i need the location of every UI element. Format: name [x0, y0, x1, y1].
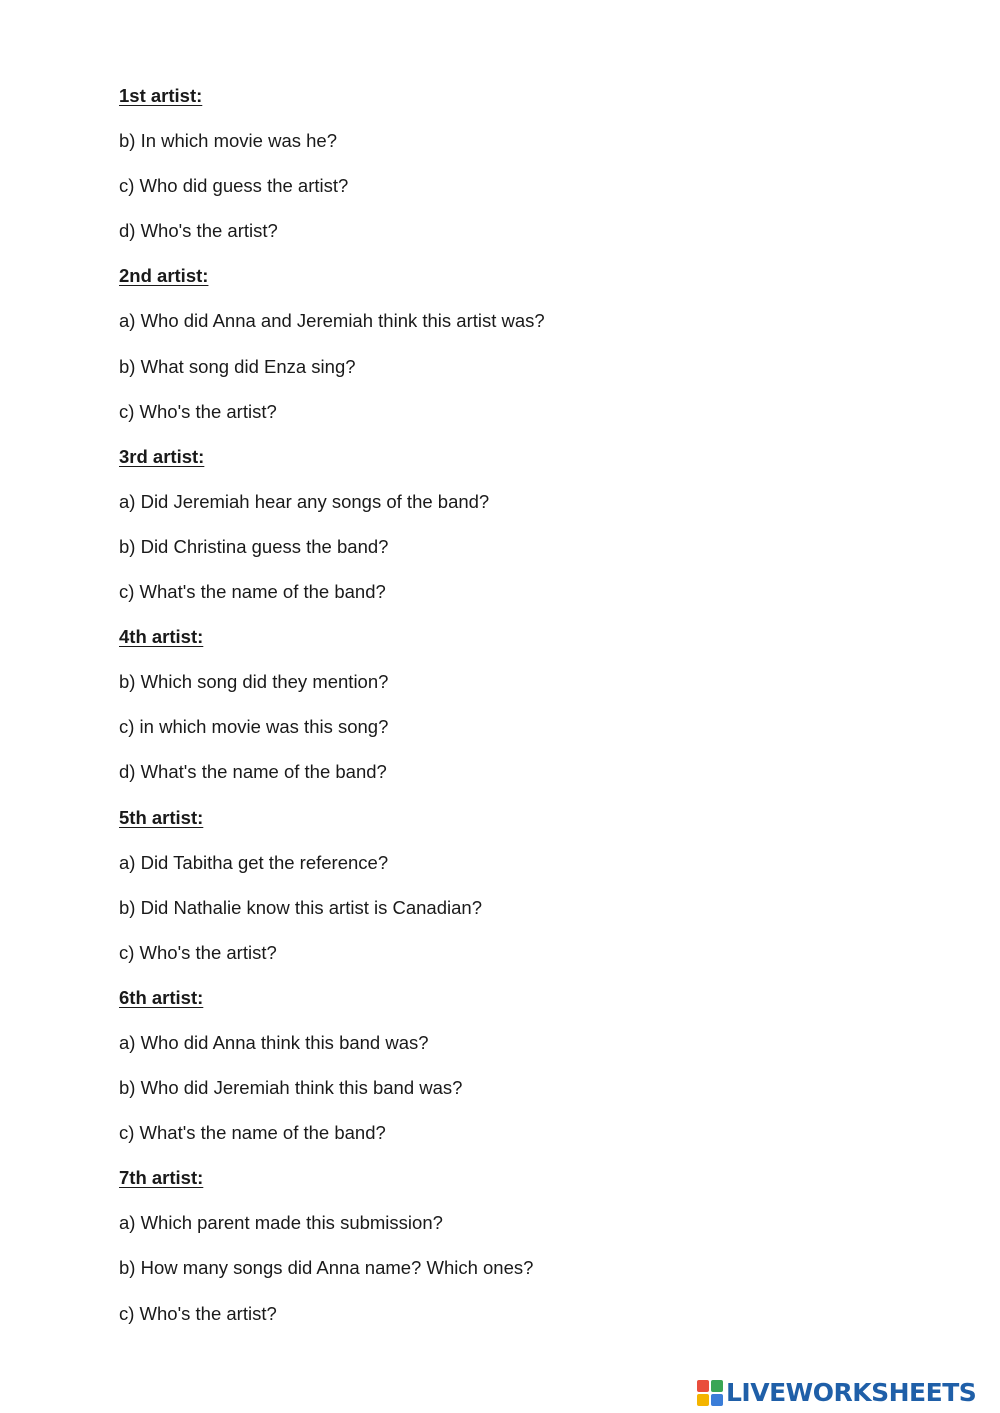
section-heading-5: 5th artist: — [119, 806, 204, 828]
question-2b: b) What song did Enza sing? — [119, 355, 356, 377]
section-heading-6: 6th artist: — [119, 986, 204, 1008]
question-3c: c) What's the name of the band? — [119, 581, 386, 603]
section-heading-4: 4th artist: — [119, 626, 204, 648]
question-4c: c) in which movie was this song? — [119, 716, 389, 738]
question-6a: a) Who did Anna think this band was? — [119, 1031, 429, 1053]
worksheet — [119, 82, 879, 1345]
question-1c: c) Who did guess the artist? — [119, 175, 349, 197]
question-1b: b) In which movie was he? — [119, 130, 337, 152]
question-3b: b) Did Christina guess the band? — [119, 535, 389, 557]
question-7c: c) Who's the artist? — [119, 1302, 277, 1324]
question-6b: b) Who did Jeremiah think this band was? — [119, 1077, 463, 1099]
logo-square-blue — [711, 1394, 723, 1406]
question-2c: c) Who's the artist? — [119, 400, 277, 422]
section-heading-3: 3rd artist: — [119, 445, 205, 467]
section-heading-1: 1st artist: — [119, 85, 203, 106]
question-2a: a) Who did Anna and Jeremiah think this artist was? — [119, 310, 545, 332]
logo-square-yellow — [697, 1394, 709, 1406]
question-5c: c) Who's the artist? — [119, 941, 277, 963]
logo-square-green — [711, 1380, 723, 1392]
question-6c: c) What's the name of the band? — [119, 1122, 386, 1144]
question-4b: b) Which song did they mention? — [119, 671, 389, 693]
question-5a: a) Did Tabitha get the reference? — [119, 851, 389, 873]
liveworksheets-logo-icon — [697, 1380, 723, 1406]
question-7a: a) Which parent made this submission? — [119, 1212, 443, 1234]
logo-text: LIVEWORKSHEETS — [726, 1378, 977, 1407]
liveworksheets-logo[interactable] — [697, 1378, 976, 1408]
question-4d: d) What's the name of the band? — [119, 761, 387, 783]
section-heading-2: 2nd artist: — [119, 265, 209, 287]
question-7b: b) How many songs did Anna name? Which ones? — [119, 1257, 534, 1279]
question-5b: b) Did Nathalie know this artist is Canadian? — [119, 896, 482, 918]
section-heading-7: 7th artist: — [119, 1167, 204, 1189]
question-1d: d) Who's the artist? — [119, 220, 278, 242]
logo-square-red — [697, 1380, 709, 1392]
question-3a: a) Did Jeremiah hear any songs of the band? — [119, 490, 490, 512]
